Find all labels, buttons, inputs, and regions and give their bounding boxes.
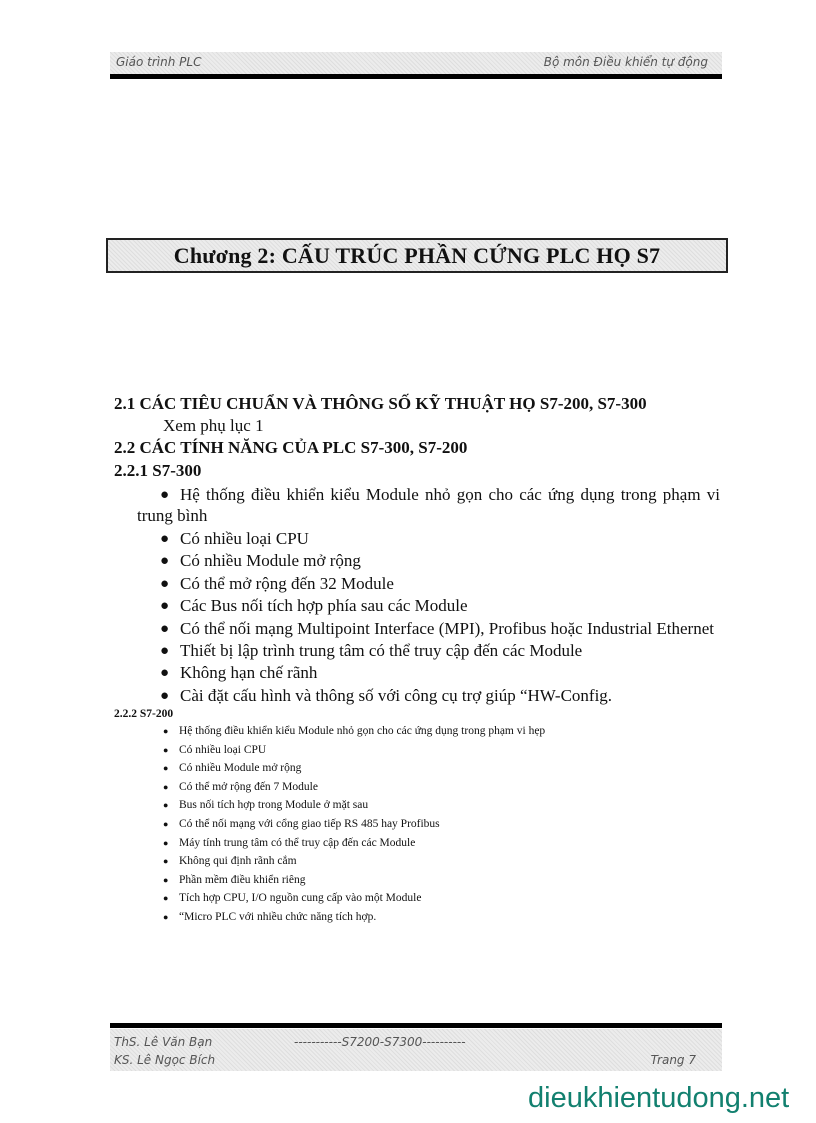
list-item-text: Hệ thống điều khiển kiểu Module nhỏ gọn cho các ứng dụng trong phạm vi hẹp — [179, 725, 546, 737]
list-item — [163, 796, 723, 815]
list-item-text: Cài đặt cấu hình và thông số với công cụ trợ giúp “HW-Config. — [180, 685, 613, 705]
list-item-text: Máy tính trung tâm có thể truy cập đến các Module — [179, 836, 416, 849]
bullet-icon: ● — [160, 687, 170, 704]
list-item — [160, 618, 740, 640]
bullet-icon: ● — [163, 763, 169, 774]
bullet-icon: ● — [163, 744, 169, 755]
chapter-title-box — [106, 238, 728, 273]
list-item — [160, 550, 740, 572]
footer-author-2: KS. Lê Ngọc Bích — [114, 1053, 216, 1067]
footer-rule — [110, 1023, 722, 1028]
list-item — [163, 834, 723, 853]
bullet-icon: ● — [160, 598, 170, 615]
bullet-icon: ● — [160, 643, 170, 660]
list-item — [160, 484, 720, 506]
list-item-text: Không qui định rãnh cắm — [179, 855, 297, 868]
list-item — [160, 662, 740, 684]
list-item — [163, 852, 723, 871]
section-2-2-heading: 2.2 CÁC TÍNH NĂNG CỦA PLC S7-300, S7-200 — [114, 438, 468, 457]
list-item-text: Không hạn chế rãnh — [180, 663, 318, 683]
list-item — [163, 908, 723, 927]
s7-200-feature-list — [163, 722, 723, 927]
list-item — [163, 759, 723, 778]
header-rule — [110, 74, 722, 79]
s7-300-first-bullet — [160, 484, 720, 506]
bullet-icon: ● — [163, 856, 169, 867]
list-item-text: Có nhiều loại CPU — [180, 529, 309, 548]
page-footer — [110, 1029, 722, 1071]
list-item — [160, 640, 740, 662]
bullet-icon: ● — [160, 531, 170, 547]
list-item-text: Phần mềm điều khiển riêng — [179, 873, 306, 886]
list-item — [160, 573, 740, 595]
list-item-text: Có nhiều loại CPU — [179, 743, 267, 756]
s7-300-feature-list — [160, 528, 740, 707]
list-item-text: Có thể mở rộng đến 32 Module — [180, 573, 394, 593]
footer-author-1: ThS. Lê Văn Bạn — [114, 1035, 213, 1049]
list-item-text: Thiết bị lập trình trung tâm có thể truy cập đến các Module — [180, 641, 583, 661]
bullet-icon: ● — [160, 487, 170, 503]
bullet-icon: ● — [163, 818, 169, 829]
list-item-text: Có thể nối mạng Multipoint Interface (MPI), Profibus hoặc Industrial Ethernet — [180, 618, 714, 638]
bullet-icon: ● — [163, 874, 169, 885]
list-item-text: Các Bus nối tích hợp phía sau các Module — [180, 596, 468, 616]
bullet-icon: ● — [160, 575, 170, 592]
s7-300-first-bullet-continuation: trung bình — [137, 506, 208, 525]
list-item — [160, 685, 740, 707]
list-item-text: Hệ thống điều khiển kiểu Module nhỏ gọn cho các ứng dụng trong phạm vi — [180, 485, 720, 504]
bullet-icon: ● — [160, 665, 170, 682]
footer-center-text: -----------S7200-S7300---------- — [294, 1035, 466, 1049]
list-item — [160, 528, 740, 550]
bullet-icon: ● — [163, 800, 169, 811]
section-2-1-heading: 2.1 CÁC TIÊU CHUẨN VÀ THÔNG SỐ KỸ THUẬT HỌ S7-200, S7-300 — [114, 394, 647, 413]
section-2-2-2-heading: 2.2.2 S7-200 — [114, 708, 174, 720]
bullet-icon: ● — [163, 837, 169, 848]
bullet-icon: ● — [160, 620, 170, 637]
watermark-text: dieukhientudong.net — [528, 1082, 790, 1114]
footer-page-number: Trang 7 — [650, 1053, 696, 1067]
list-item — [160, 595, 740, 617]
list-item — [163, 741, 723, 760]
header-left-text: Giáo trình PLC — [116, 55, 202, 69]
bullet-icon: ● — [163, 781, 169, 792]
list-item — [163, 815, 723, 834]
list-item-text: Bus nối tích hợp trong Module ở mặt sau — [179, 799, 369, 812]
list-item-text: Có thể mở rộng đến 7 Module — [179, 780, 318, 793]
list-item-text: Có nhiều Module mở rộng — [180, 551, 361, 571]
chapter-title: Chương 2: CẤU TRÚC PHẦN CỨNG PLC HỌ S7 — [173, 242, 661, 268]
list-item-text: Tích hợp CPU, I/O nguồn cung cấp vào một Module — [179, 892, 422, 905]
list-item — [163, 778, 723, 797]
header-right-text: Bộ môn Điều khiển tự động — [543, 55, 708, 69]
page-header — [110, 52, 722, 74]
section-2-1-text: Xem phụ lục 1 — [163, 416, 264, 435]
bullet-icon: ● — [163, 893, 169, 904]
section-2-2-1-heading: 2.2.1 S7-300 — [114, 461, 202, 480]
list-item-text: Có thể nối mạng với cổng giao tiếp RS 485 hay Profibus — [179, 817, 440, 830]
list-item — [163, 871, 723, 890]
bullet-icon: ● — [160, 553, 170, 570]
list-item-text: “Micro PLC với nhiều chức năng tích hợp. — [179, 910, 377, 923]
list-item — [163, 722, 723, 741]
bullet-icon: ● — [163, 726, 169, 736]
list-item — [163, 889, 723, 908]
list-item-text: Có nhiều Module mở rộng — [179, 762, 302, 775]
bullet-icon: ● — [163, 911, 169, 922]
